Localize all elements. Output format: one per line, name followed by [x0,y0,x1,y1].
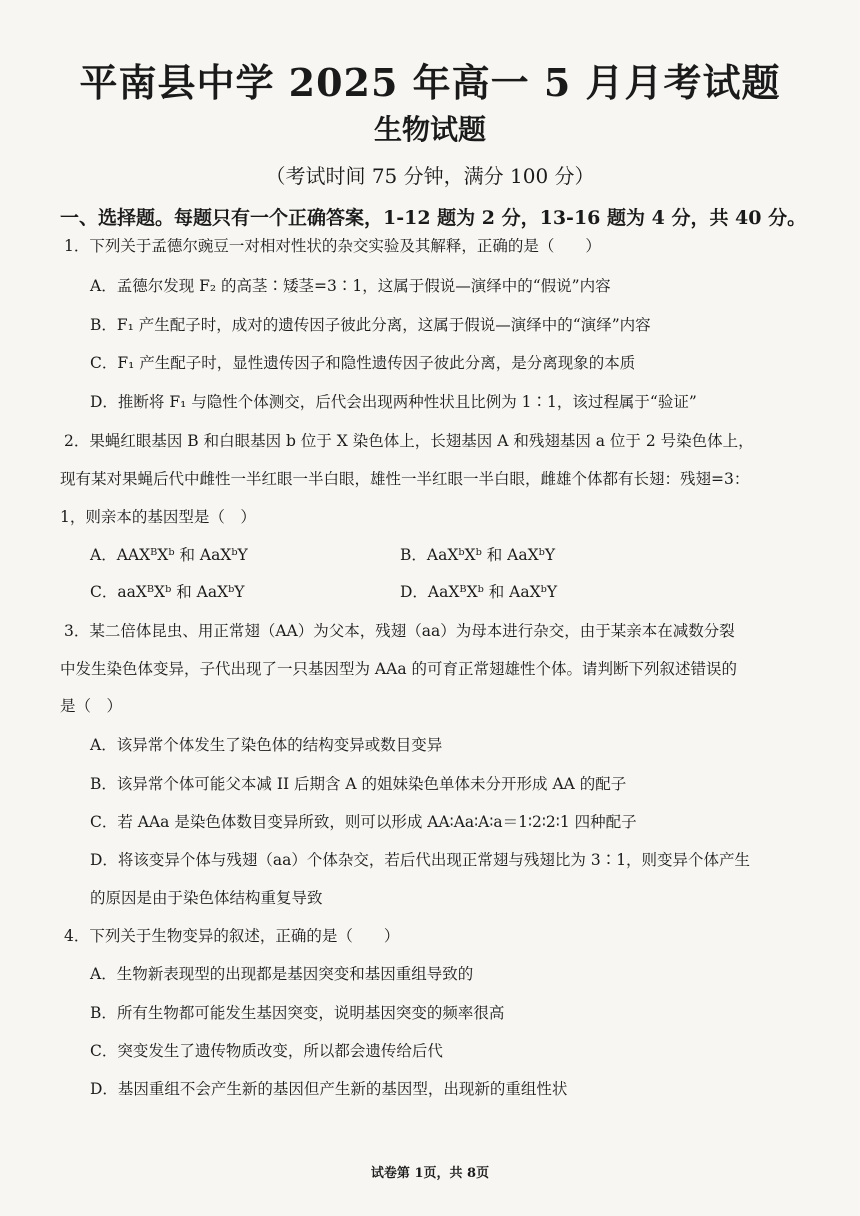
q3-stem-line3: 是（ ） [60,697,123,715]
q2-option-d: D．AaXᴮXᵇ 和 AaXᵇY [400,583,558,601]
q4-option-d: D．基因重组不会产生新的基因但产生新的基因型，出现新的重组性状 [90,1080,568,1098]
q1-stem: 1．下列关于孟德尔豌豆一对相对性状的杂交实验及其解释，正确的是（ ） [64,237,601,255]
q2-option-a: A．AAXᴮXᵇ 和 AaXᵇY [90,546,248,564]
q3-option-d-line1: D．将该变异个体与残翅（aa）个体杂交，若后代出现正常翅与残翅比为 3∶1，则变异个体产生 [90,851,751,869]
q1-option-a: A．孟德尔发现 F₂ 的高茎∶矮茎=3∶1，这属于假说—演绎中的“假说”内容 [90,277,611,295]
q1-option-d: D．推断将 F₁ 与隐性个体测交，后代会出现两种性状且比例为 1∶1，该过程属于“验证” [90,393,697,411]
exam-subtitle: 生物试题 [373,113,486,146]
q4-option-c: C．突变发生了遗传物质改变，所以都会遗传给后代 [90,1042,443,1060]
exam-title: 平南县中学 2025 年高一 5 月月考试题 [79,60,781,105]
q1-option-b: B．F₁ 产生配子时，成对的遗传因子彼此分离，这属于假说—演绎中的“演绎”内容 [90,316,651,334]
q3-option-d-line2: 的原因是由于染色体结构重复导致 [90,889,323,907]
q4-option-b: B．所有生物都可能发生基因突变，说明基因突变的频率很高 [90,1004,505,1022]
section-heading: 一、选择题。每题只有一个正确答案，1-12 题为 2 分，13-16 题为 4 分，共 40 分。 [60,207,807,229]
q3-option-a: A．该异常个体发生了染色体的结构变异或数目变异 [90,736,443,754]
q3-stem-line2: 中发生染色体变异，子代出现了一只基因型为 AAa 的可育正常翅雄性个体。请判断下列叙述错误的 [60,660,737,678]
q3-option-b: B．该异常个体可能父本减 II 后期含 A 的姐妹染色单体未分开形成 AA 的配子 [90,775,627,793]
q2-stem-line3: 1，则亲本的基因型是（ ） [60,508,256,526]
q1-option-c: C．F₁ 产生配子时，显性遗传因子和隐性遗传因子彼此分离，是分离现象的本质 [90,354,636,372]
q4-option-a: A．生物新表现型的出现都是基因突变和基因重组导致的 [90,965,474,983]
q4-stem: 4．下列关于生物变异的叙述，正确的是（ ） [64,927,400,945]
q2-option-b: B．AaXᵇXᵇ 和 AaXᵇY [400,546,556,564]
q2-option-c: C．aaXᴮXᵇ 和 AaXᵇY [90,583,245,601]
q3-stem-line1: 3．某二倍体昆虫、用正常翅（AA）为父本，残翅（aa）为母本进行杂交，由于某亲本在减数分裂 [64,622,735,640]
page-footer: 试卷第 1页，共 8页 [370,1166,490,1181]
q2-stem-line1: 2．果蝇红眼基因 B 和白眼基因 b 位于 X 染色体上，长翅基因 A 和残翅基因 a 位于 2 号染色体上， [64,432,754,450]
q3-option-c: C．若 AAa 是染色体数目变异所致，则可以形成 AA∶Aa∶A∶a＝1∶2∶2∶1 四种配子 [90,813,637,831]
q2-stem-line2: 现有某对果蝇后代中雌性一半红眼一半白眼，雄性一半红眼一半白眼，雌雄个体都有长翅：残翅=3： [60,470,750,488]
exam-note: （考试时间 75 分钟，满分 100 分） [265,164,595,188]
